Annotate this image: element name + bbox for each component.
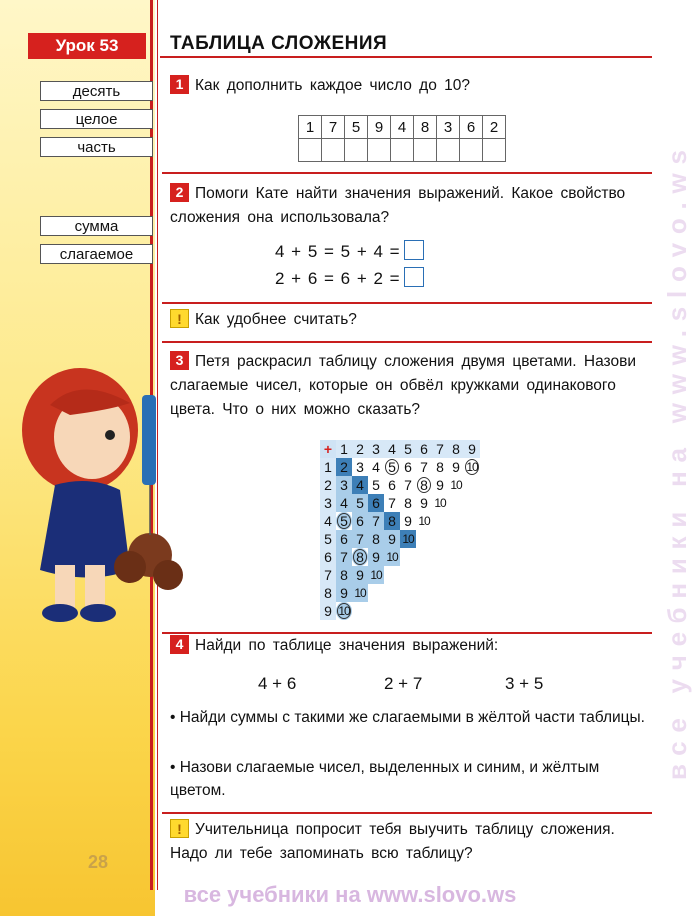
answer-cell[interactable] — [322, 139, 345, 162]
vocab-word: часть — [40, 137, 153, 157]
sum-cell: 10 — [416, 512, 432, 530]
sum-cell: 10 — [400, 530, 416, 548]
sum-cell: 5 — [352, 494, 368, 512]
vocab-word: сумма — [40, 216, 153, 236]
equation-2 — [275, 267, 424, 289]
sum-cell: 5 — [384, 458, 400, 476]
sum-cell: 7 — [384, 494, 400, 512]
sum-cell: 7 — [400, 476, 416, 494]
sum-cell: 10 — [464, 458, 480, 476]
answer-cell[interactable] — [368, 139, 391, 162]
sum-cell: 5 — [368, 476, 384, 494]
sum-cell: 7 — [352, 530, 368, 548]
sum-cell: 6 — [352, 512, 368, 530]
question-1 — [170, 308, 654, 332]
task-number: 2 — [170, 183, 189, 202]
sum-cell: 10 — [336, 602, 352, 620]
sum-cell: 3 — [352, 458, 368, 476]
sum-cell: 6 — [400, 458, 416, 476]
section-divider — [162, 812, 652, 814]
sum-cell: 8 — [336, 566, 352, 584]
sum-cell: 10 — [448, 476, 464, 494]
page-number: 28 — [88, 852, 109, 872]
task-text: Как дополнить каждое число до 10? — [195, 77, 470, 94]
task-number: 3 — [170, 351, 189, 370]
sum-cell: 7 — [416, 458, 432, 476]
sum-cell: 8 — [368, 530, 384, 548]
header-cell: 9 — [320, 602, 336, 620]
question-text: Как удобнее считать? — [195, 311, 357, 328]
side-watermark — [658, 140, 698, 780]
footer-watermark: все учебники на www.slovo.ws — [183, 882, 517, 907]
task-4 — [170, 634, 654, 658]
sum-cell: 10 — [352, 584, 368, 602]
answer-box[interactable] — [404, 267, 424, 287]
sum-cell: 4 — [352, 476, 368, 494]
digit-cell: 7 — [322, 116, 345, 139]
bullet-1: • Найди суммы с такими же слагаемыми в жёлтой части таблицы. — [170, 709, 645, 726]
title-underline — [160, 56, 652, 58]
answer-cell[interactable] — [460, 139, 483, 162]
sum-cell: 8 — [416, 476, 432, 494]
sum-cell: 3 — [336, 476, 352, 494]
vocab-word: целое — [40, 109, 153, 129]
digit-cell: 8 — [414, 116, 437, 139]
answer-cell[interactable] — [391, 139, 414, 162]
header-cell: 7 — [432, 440, 448, 458]
task-number: 4 — [170, 635, 189, 654]
question-text: Учительница попросит тебя выучить таблицу сложения. Надо ли тебе запоминать всю таблицу? — [170, 821, 615, 862]
header-cell: 1 — [320, 458, 336, 476]
task-text: Помоги Кате найти значения выражений. Какое свойство сложения она использовала? — [170, 185, 626, 226]
sum-cell: 8 — [400, 494, 416, 512]
sum-cell: 9 — [400, 512, 416, 530]
expression: 4 + 6 — [258, 674, 297, 693]
question-2 — [170, 818, 654, 866]
digit-cell: 6 — [460, 116, 483, 139]
header-cell: 8 — [448, 440, 464, 458]
sum-cell: 9 — [448, 458, 464, 476]
sum-cell: 10 — [432, 494, 448, 512]
sum-cell: 9 — [416, 494, 432, 512]
header-cell: 7 — [320, 566, 336, 584]
bullet-2: • Назови слагаемые чисел, выделенных и синим, и жёлтым цветом. — [170, 759, 600, 799]
digit-cell: 2 — [483, 116, 506, 139]
header-cell: 1 — [336, 440, 352, 458]
digit-cell: 9 — [368, 116, 391, 139]
equation-text: 2 + 6 = 6 + 2 = — [275, 269, 401, 288]
header-cell: 3 — [368, 440, 384, 458]
expression: 2 + 7 — [384, 674, 423, 693]
section-divider — [162, 302, 652, 304]
sum-cell: 9 — [336, 584, 352, 602]
task-text: Найди по таблице значения выражений: — [195, 637, 499, 654]
header-cell: 5 — [320, 530, 336, 548]
question-icon: ! — [170, 819, 189, 838]
answer-cell[interactable] — [299, 139, 322, 162]
sum-cell: 4 — [336, 494, 352, 512]
question-icon: ! — [170, 309, 189, 328]
answer-cell[interactable] — [345, 139, 368, 162]
addition-table — [320, 440, 500, 619]
digit-cell: 3 — [437, 116, 460, 139]
lesson-badge: Урок 53 — [28, 33, 146, 59]
sum-cell: 6 — [336, 530, 352, 548]
plus-sign: + — [320, 440, 336, 458]
sum-cell: 5 — [336, 512, 352, 530]
header-cell: 4 — [384, 440, 400, 458]
sum-cell: 8 — [384, 512, 400, 530]
digit-cell: 1 — [299, 116, 322, 139]
sum-cell: 9 — [384, 530, 400, 548]
header-cell: 6 — [416, 440, 432, 458]
task-3 — [170, 350, 654, 422]
header-cell: 6 — [320, 548, 336, 566]
sum-cell: 8 — [432, 458, 448, 476]
task-1 — [170, 74, 654, 98]
header-cell: 9 — [464, 440, 480, 458]
section-divider — [162, 341, 652, 343]
header-cell: 2 — [320, 476, 336, 494]
sum-cell: 7 — [336, 548, 352, 566]
sum-cell: 6 — [384, 476, 400, 494]
sum-cell: 9 — [368, 548, 384, 566]
sum-cell: 9 — [352, 566, 368, 584]
answer-cell[interactable] — [414, 139, 437, 162]
equation-1 — [275, 240, 424, 262]
vocab-word: слагаемое — [40, 244, 153, 264]
sum-cell: 6 — [368, 494, 384, 512]
digit-cell: 5 — [345, 116, 368, 139]
sum-cell: 8 — [352, 548, 368, 566]
equation-text: 4 + 5 = 5 + 4 = — [275, 242, 401, 261]
sum-cell: 4 — [368, 458, 384, 476]
task-number: 1 — [170, 75, 189, 94]
sum-cell: 10 — [384, 548, 400, 566]
svg-text:все учебники на www.slovo.ws: все учебники на www.slovo.ws — [662, 149, 692, 780]
header-cell: 2 — [352, 440, 368, 458]
sum-cell: 7 — [368, 512, 384, 530]
answer-cell[interactable] — [483, 139, 506, 162]
answer-box[interactable] — [404, 240, 424, 260]
sum-cell: 9 — [432, 476, 448, 494]
task-2 — [170, 182, 654, 230]
page-title: ТАБЛИЦА СЛОЖЕНИЯ — [170, 33, 388, 54]
vocab-word: десять — [40, 81, 153, 101]
section-divider — [162, 172, 652, 174]
header-cell: 5 — [400, 440, 416, 458]
sum-cell: 2 — [336, 458, 352, 476]
task-text: Петя раскрасил таблицу сложения двумя цветами. Назови слагаемые чисел, которые он обвёл кружками одинакового цвета. Что о них можно сказать? — [170, 353, 636, 418]
header-cell: 4 — [320, 512, 336, 530]
girl-illustration — [10, 355, 190, 635]
digit-table — [298, 115, 506, 162]
expression: 3 + 5 — [505, 674, 544, 693]
digit-cell: 4 — [391, 116, 414, 139]
sum-cell: 10 — [368, 566, 384, 584]
header-cell: 8 — [320, 584, 336, 602]
answer-cell[interactable] — [437, 139, 460, 162]
header-cell: 3 — [320, 494, 336, 512]
